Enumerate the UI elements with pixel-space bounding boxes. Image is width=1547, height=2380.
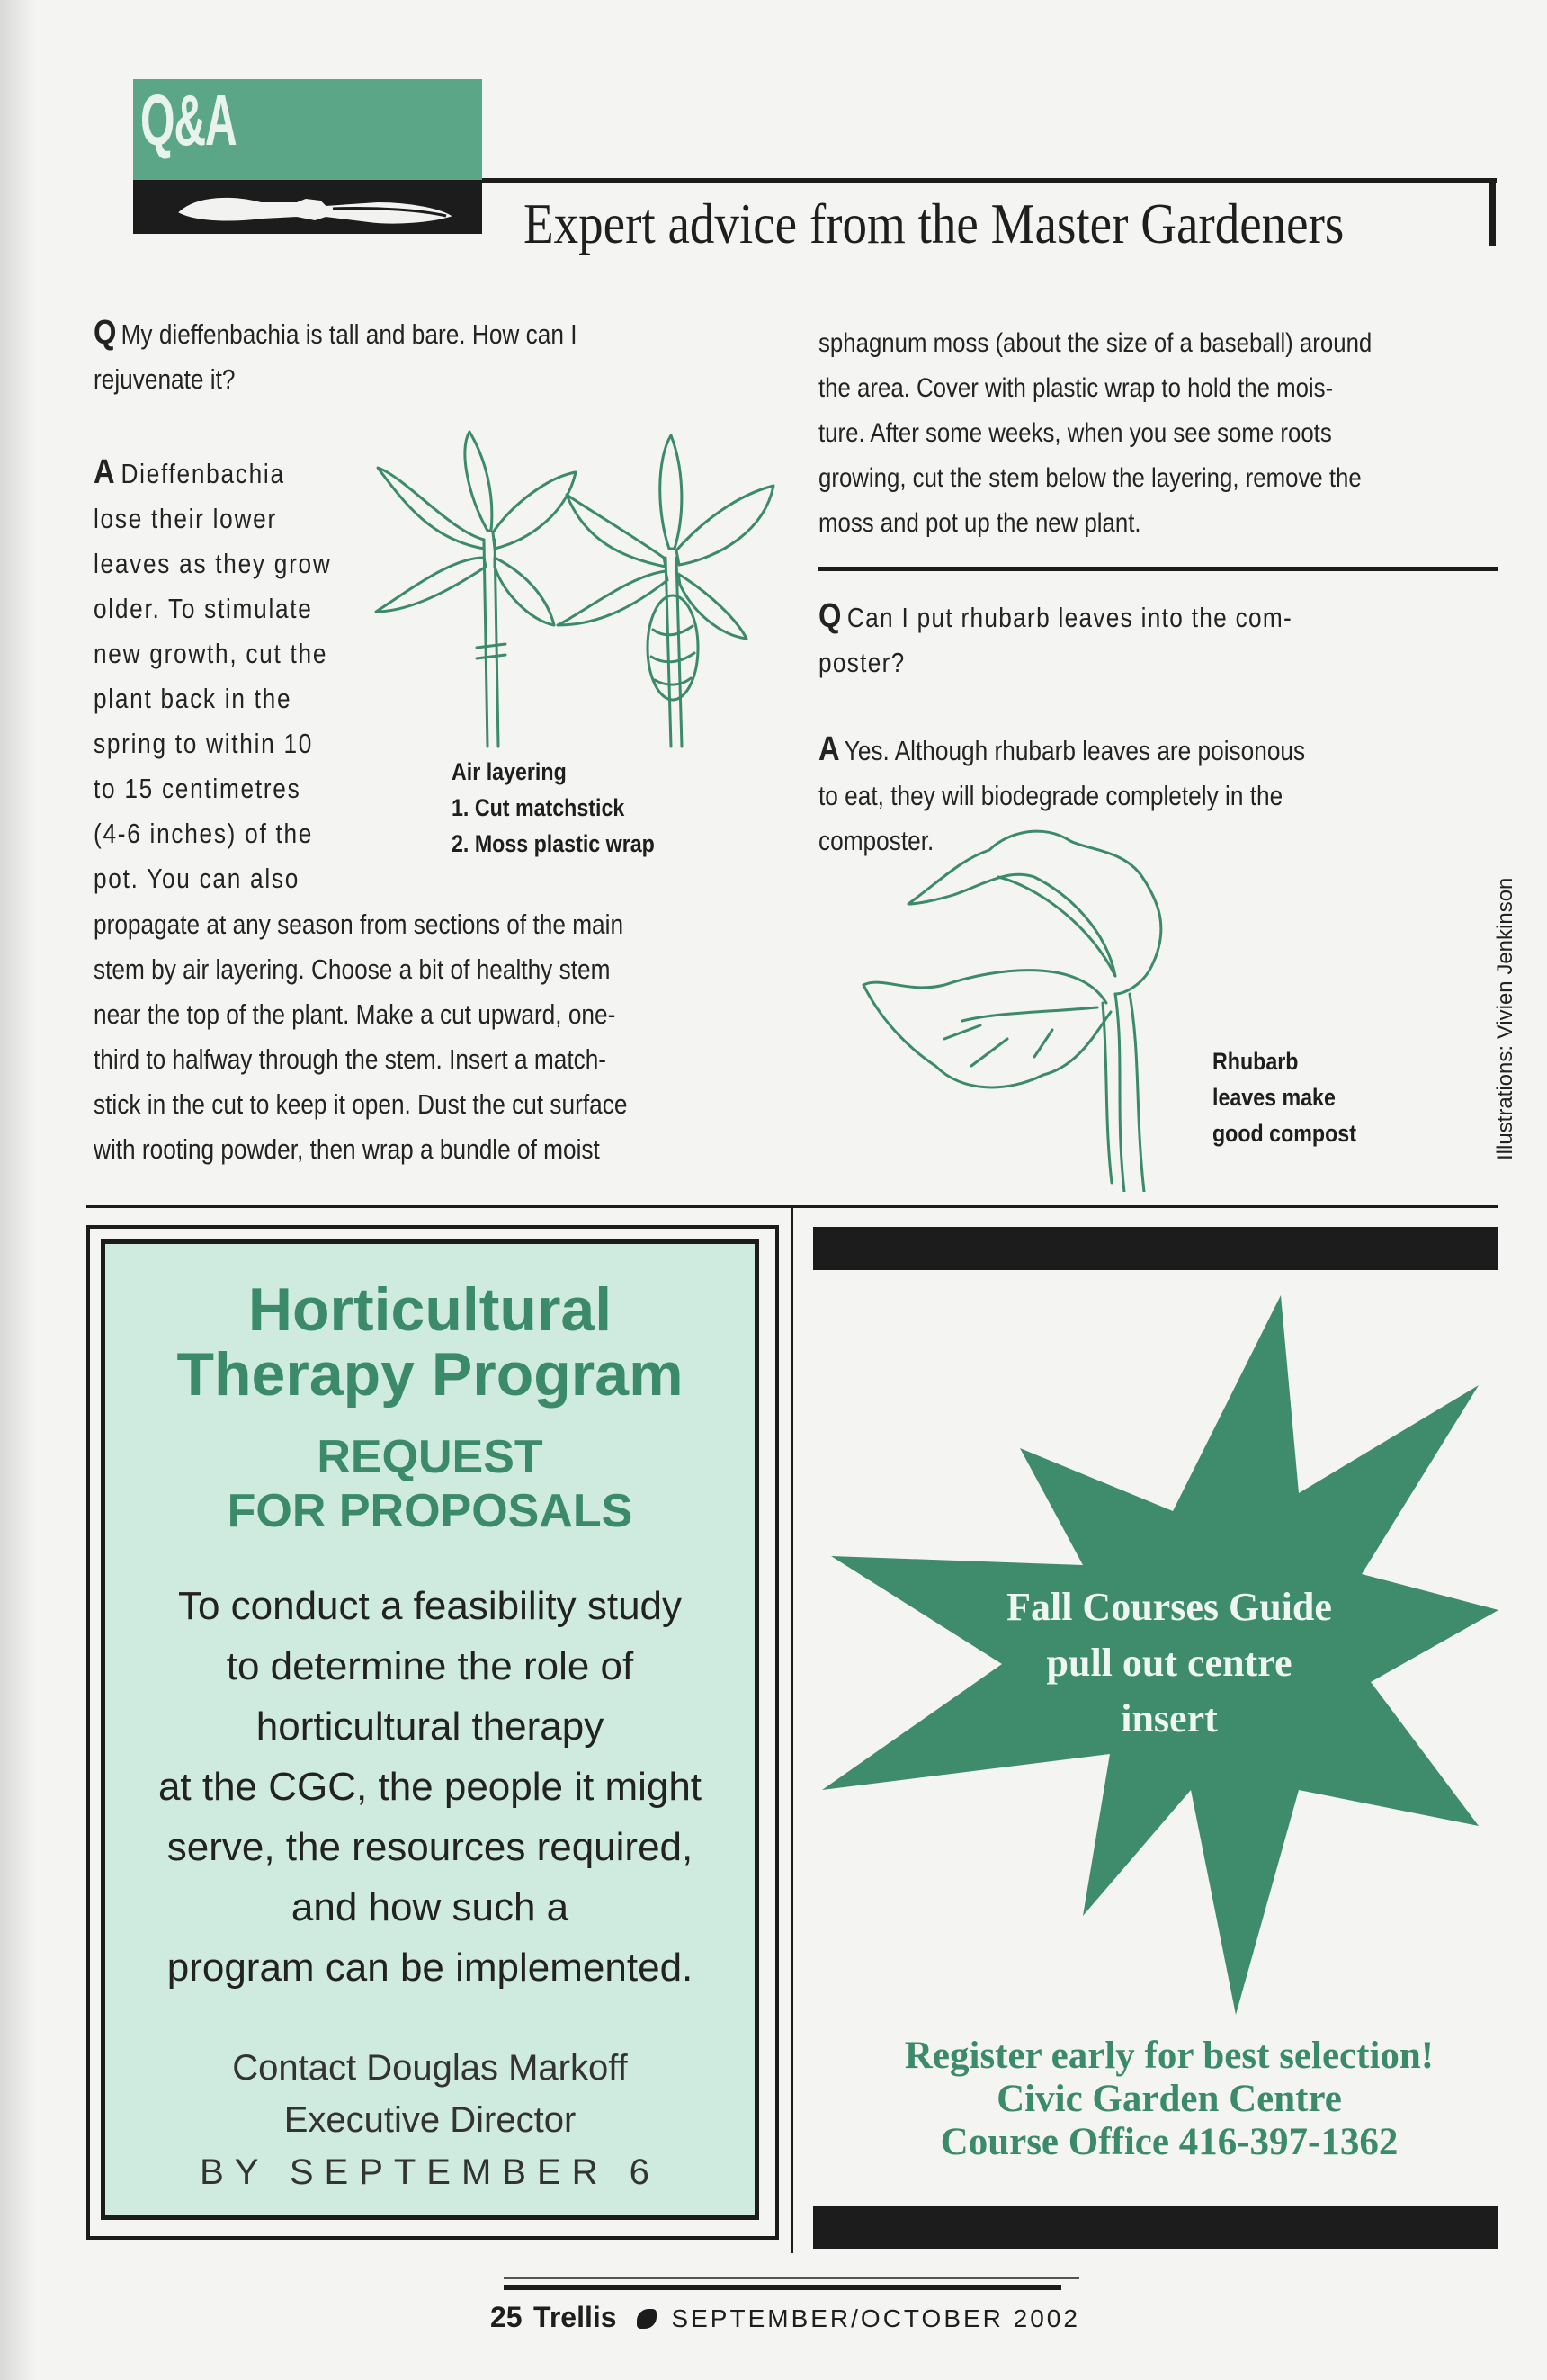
- page-number: 25: [490, 2301, 523, 2333]
- ad-bottom-bar: [813, 2206, 1498, 2249]
- answer-line: Yes. Although rhubarb leaves are poisonous: [844, 736, 1306, 766]
- answer-line: spring to within 10: [94, 729, 314, 759]
- register-line: Register early for best selection!: [904, 2035, 1435, 2077]
- caption-line: Rhubarb: [1212, 1048, 1299, 1075]
- answer-line: Dieffenbachia: [121, 459, 285, 489]
- publication-name: Trellis: [533, 2301, 617, 2333]
- leaf-icon: [637, 2309, 657, 2329]
- answer-line: moss and pot up the new plant.: [818, 508, 1141, 538]
- question-2-line: poster?: [818, 648, 906, 678]
- header-rule: [482, 178, 1497, 183]
- register-line: Course Office 416-397-1362: [940, 2121, 1399, 2163]
- answer-line: to eat, they will biodegrade completely in the: [818, 781, 1283, 811]
- answer-line: plant back in the: [94, 684, 292, 714]
- answer-line: composter.: [818, 826, 934, 856]
- qa-logo: Q&A: [140, 80, 237, 160]
- ad-body-line: to determine the role of: [226, 1644, 634, 1688]
- question-1-line: My dieffenbachia is tall and bare. How can I: [121, 319, 577, 350]
- ad-subtitle-line: FOR PROPOSALS: [227, 1485, 633, 1537]
- answer-line: older. To stimulate: [94, 594, 313, 624]
- answer-line: with rooting powder, then wrap a bundle of moist: [94, 1134, 600, 1165]
- ad-subtitle: [101, 1430, 759, 1538]
- caption-line: leaves make: [1212, 1084, 1336, 1111]
- answer-line: (4-6 inches) of the: [94, 819, 314, 849]
- question-1: [94, 310, 577, 402]
- caption-line: 2. Moss plastic wrap: [452, 830, 655, 857]
- ad-body-line: horticultural therapy: [255, 1704, 604, 1749]
- ad-title: [101, 1277, 759, 1407]
- q-mark: Q: [818, 597, 843, 635]
- answer-line: pot. You can also: [94, 863, 300, 894]
- ad-body-line: and how such a: [291, 1885, 569, 1929]
- answer-line: stick in the cut to keep it open. Dust the cut surface: [94, 1089, 628, 1120]
- answer-line: lose their lower: [94, 504, 277, 534]
- ad-title-line: Horticultural: [247, 1275, 613, 1344]
- rhubarb-illustration: [854, 823, 1205, 1192]
- answer-1-narrow: [94, 450, 332, 901]
- ad-title-line: Therapy Program: [176, 1340, 684, 1409]
- ad-body-line: at the CGC, the people it might: [157, 1765, 702, 1809]
- header-rule-end: [1489, 178, 1496, 246]
- a-mark: A: [818, 730, 840, 768]
- illustration-credit: Illustrations: Vivien Jenkinson: [1493, 877, 1517, 1160]
- answer-line: leaves as they grow: [94, 549, 332, 579]
- register-info: [791, 2035, 1547, 2164]
- ad-contact: [101, 2042, 759, 2198]
- section-divider: [818, 567, 1498, 571]
- ad-body-line: serve, the resources required,: [166, 1825, 693, 1869]
- page-title: Expert advice from the Master Gardeners: [523, 192, 1345, 255]
- caption-line: Air layering: [452, 758, 567, 785]
- footer-rule: [504, 2285, 1061, 2290]
- footer: [490, 2301, 1080, 2334]
- answer-line: new growth, cut the: [94, 639, 328, 669]
- answer-line: the area. Cover with plastic wrap to hold the mois-: [818, 373, 1334, 403]
- a-mark: A: [94, 453, 117, 491]
- ad-body-line: To conduct a feasibility study: [177, 1584, 683, 1628]
- answer-1-continued: [818, 321, 1372, 546]
- ad-body-line: program can be implemented.: [166, 1946, 693, 1990]
- caption-line: 1. Cut matchstick: [452, 794, 625, 821]
- starburst-line: Fall Courses Guide: [1006, 1585, 1332, 1629]
- answer-line: ture. After some weeks, when you see some roots: [818, 418, 1332, 448]
- question-1-line: rejuvenate it?: [94, 364, 236, 395]
- rhubarb-caption: [1212, 1043, 1356, 1151]
- air-layering-caption: [452, 754, 655, 862]
- q-mark: Q: [94, 314, 117, 352]
- ad-description: [101, 1576, 759, 1998]
- ad-contact-line: Contact Douglas Markoff: [232, 2048, 628, 2088]
- starburst-line: pull out centre: [1046, 1641, 1292, 1685]
- ad-deadline: BY SEPTEMBER 6: [200, 2152, 660, 2192]
- footer-rule-thin: [504, 2277, 1079, 2279]
- trowel-icon: [162, 183, 468, 230]
- register-line: Civic Garden Centre: [997, 2078, 1342, 2120]
- question-2-line: Can I put rhubarb leaves into the com-: [846, 603, 1293, 633]
- caption-line: good compost: [1212, 1120, 1356, 1147]
- answer-1-wide: [94, 902, 627, 1172]
- air-layering-illustration: [369, 423, 782, 756]
- ad-top-bar: [813, 1227, 1498, 1270]
- starburst-text: [863, 1579, 1475, 1747]
- answer-line: to 15 centimetres: [94, 774, 301, 804]
- page-gutter-shadow: [0, 0, 36, 2380]
- answer-line: stem by air layering. Choose a bit of healthy stem: [94, 954, 611, 985]
- answer-line: propagate at any season from sections of the main: [94, 909, 624, 940]
- starburst-line: insert: [1121, 1696, 1218, 1740]
- answer-line: third to halfway through the stem. Insert a match-: [94, 1044, 607, 1075]
- answer-line: near the top of the plant. Make a cut upward, one-: [94, 999, 616, 1030]
- question-2: [818, 594, 1292, 685]
- answer-line: growing, cut the stem below the layering, remove the: [818, 463, 1362, 493]
- issue-date: SEPTEMBER/OCTOBER 2002: [671, 2304, 1080, 2332]
- answer-line: sphagnum moss (about the size of a baseball) around: [818, 328, 1373, 358]
- ad-contact-line: Executive Director: [283, 2100, 577, 2140]
- ad-subtitle-line: REQUEST: [317, 1431, 543, 1483]
